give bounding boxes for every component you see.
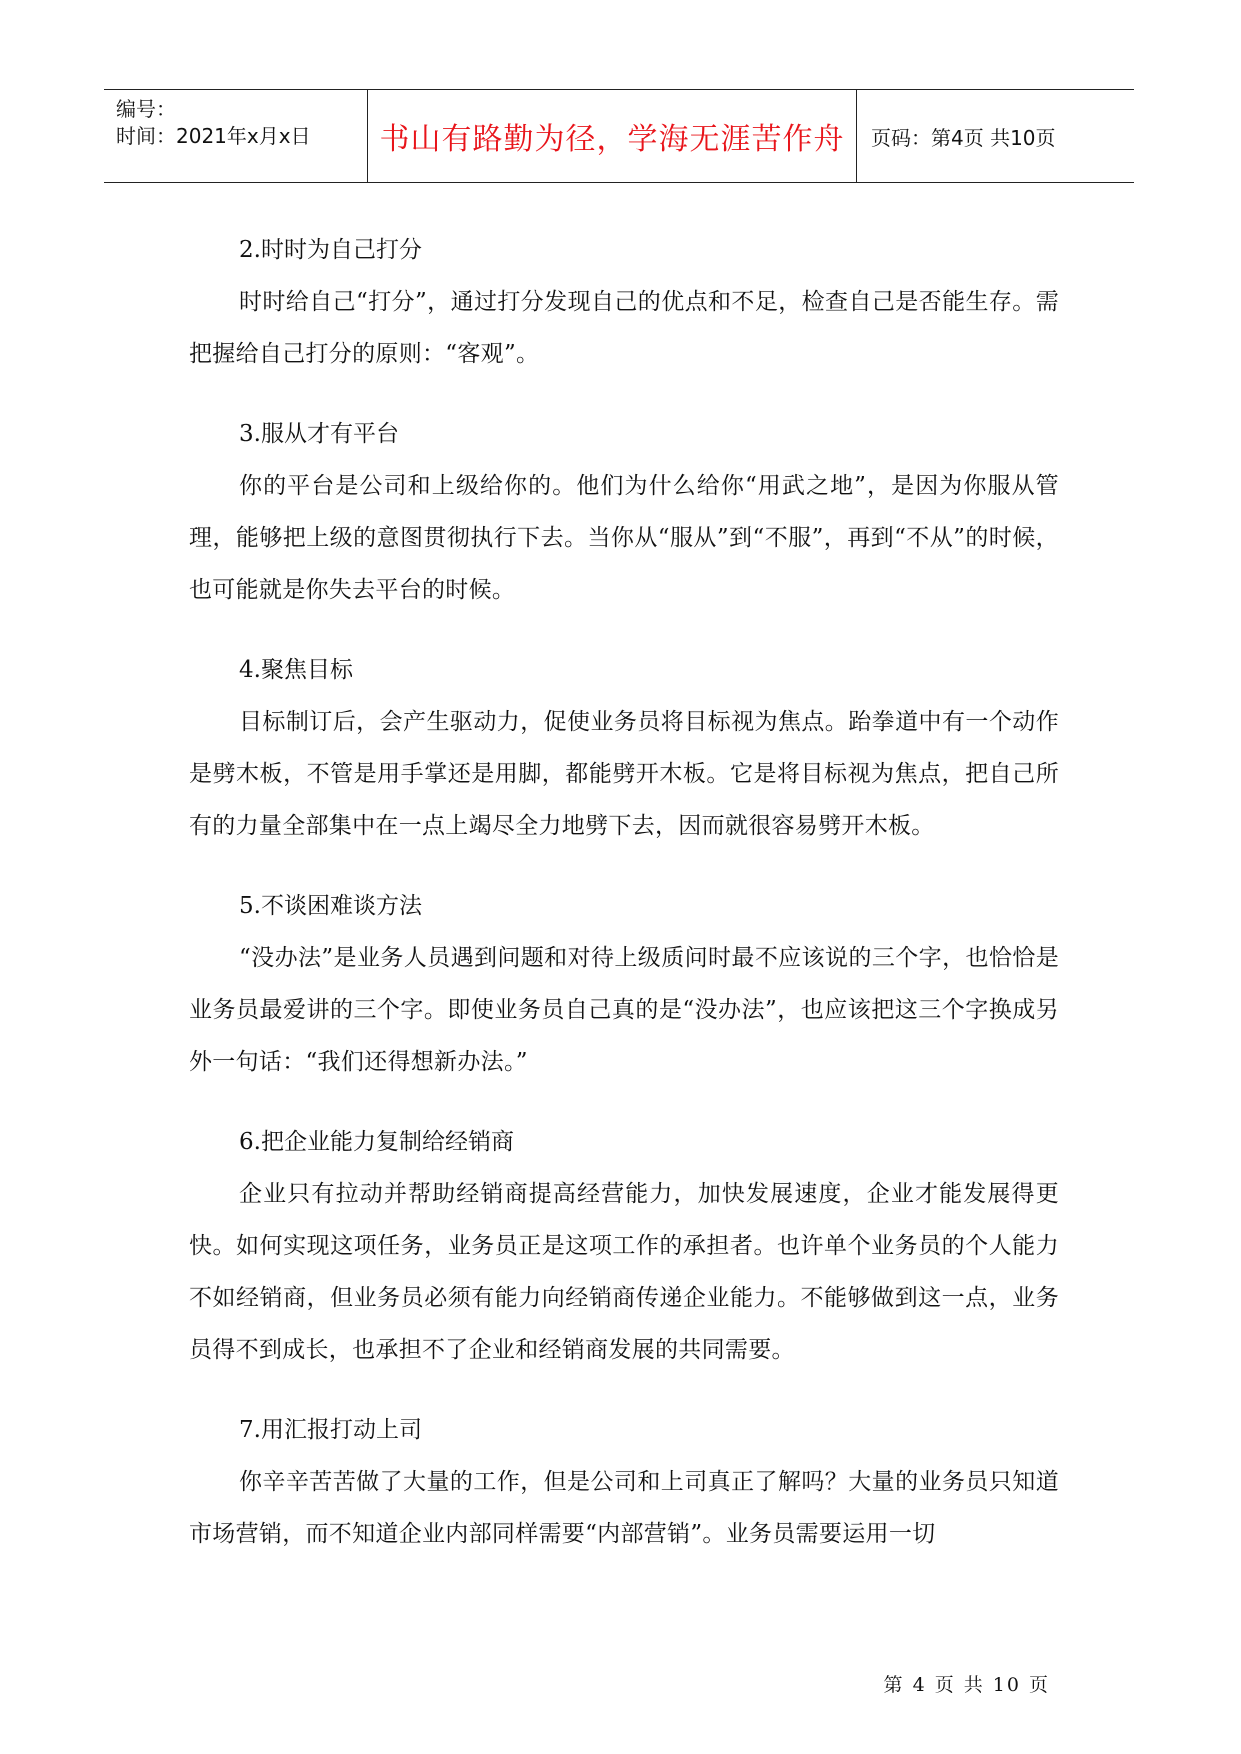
section — [189, 224, 1059, 380]
section-heading: 5.不谈困难谈方法 — [239, 893, 422, 919]
section-paragraph: 时时给自己“打分”，通过打分发现自己的优点和不足，检查自己是否能生存。需把握给自己打分的原则：“客观”。 — [189, 289, 1059, 367]
section-paragraph: 你辛辛苦苦做了大量的工作，但是公司和上司真正了解吗？大量的业务员只知道市场营销，而不知道企业内部同样需要“内部营销”。业务员需要运用一切 — [189, 1469, 1059, 1547]
section-heading: 6.把企业能力复制给经销商 — [239, 1129, 514, 1155]
document-body — [189, 224, 1059, 1588]
section — [189, 644, 1059, 852]
section — [189, 880, 1059, 1088]
section-heading: 3.服从才有平台 — [239, 421, 399, 447]
section-heading: 7.用汇报打动上司 — [239, 1417, 422, 1443]
page-footer: 第 4 页 共 10 页 — [883, 1674, 1050, 1696]
section-paragraph: 企业只有拉动并帮助经销商提高经营能力，加快发展速度，企业才能发展得更快。如何实现这项任务，业务员正是这项工作的承担者。也许单个业务员的个人能力不如经销商，但业务员必须有能力向经销商传递企业能力。不能够做到这一点，业务员得不到成长，也承担不了企业和经销商发展的共同需要。 — [189, 1181, 1059, 1363]
section-paragraph: 目标制订后，会产生驱动力，促使业务员将目标视为焦点。跆拳道中有一个动作是劈木板，不管是用手掌还是用脚，都能劈开木板。它是将目标视为焦点，把自己所有的力量全部集中在一点上竭尽全力地劈下去，因而就很容易劈开木板。 — [189, 709, 1059, 839]
section — [189, 408, 1059, 616]
header-meta — [104, 90, 368, 182]
header-page-label: 页码：第4页 共10页 — [871, 125, 1056, 150]
section-paragraph: 你的平台是公司和上级给你的。他们为什么给你“用武之地”，是因为你服从管理，能够把上级的意图贯彻执行下去。当你从“服从”到“不服”，再到“不从”的时候，也可能就是你失去平台的时候。 — [189, 473, 1059, 603]
section — [189, 1404, 1059, 1560]
section-paragraph: “没办法”是业务人员遇到问题和对待上级质问时最不应该说的三个字，也恰恰是业务员最爱讲的三个字。即使业务员自己真的是“没办法”，也应该把这三个字换成另外一句话：“我们还得想新办法。” — [189, 945, 1059, 1075]
serial-label: 编号： — [116, 97, 176, 121]
page-header — [104, 89, 1134, 183]
time-label: 时间：2021年x月x日 — [116, 124, 311, 148]
header-motto: 书山有路勤为径，学海无涯苦作舟 — [368, 90, 857, 182]
section-heading: 2.时时为自己打分 — [239, 237, 422, 263]
section — [189, 1116, 1059, 1376]
section-heading: 4.聚焦目标 — [239, 657, 353, 683]
